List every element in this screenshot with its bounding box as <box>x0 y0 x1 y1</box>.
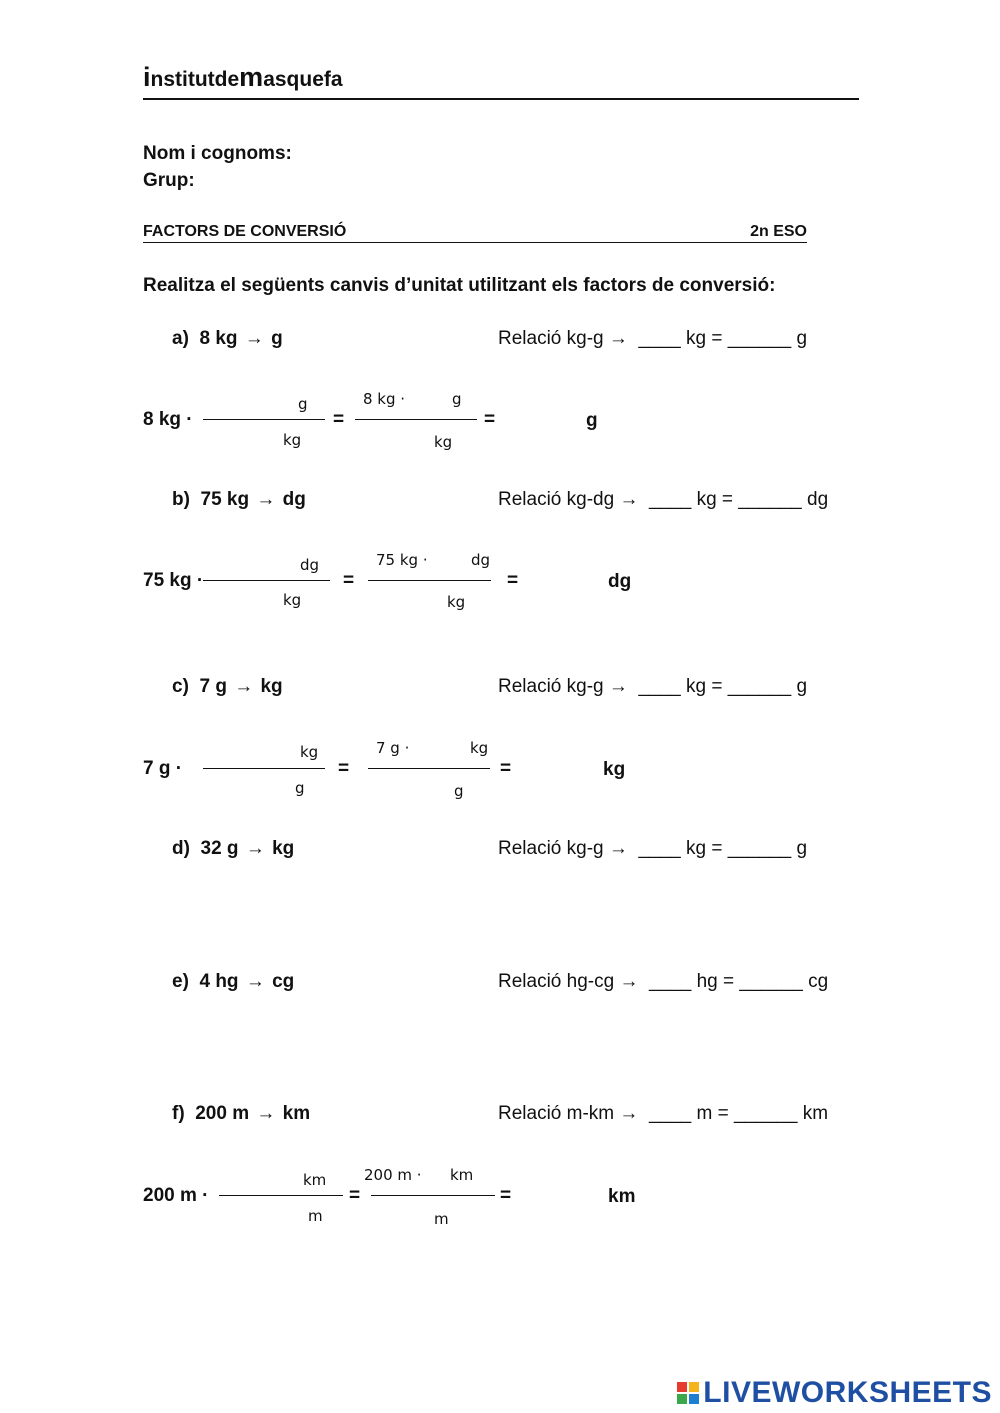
blank-input[interactable]: ______ <box>738 489 802 510</box>
blank-input[interactable]: ____ <box>638 838 681 859</box>
blank-input[interactable]: ______ <box>734 1103 798 1124</box>
name-label: Nom i cognoms: <box>143 143 292 164</box>
exercise-f-label: f) 200 m → km <box>172 1103 311 1124</box>
work-c-num2-value: 7 g · <box>376 739 410 757</box>
instructions: Realitza el següents canvis d’unitat utilitzant els factors de conversió: <box>143 275 776 296</box>
fraction-bar <box>371 1195 495 1196</box>
liveworksheets-brand <box>677 1376 992 1410</box>
work-c-result-unit: kg <box>603 759 626 780</box>
exercise-c-relation: Relació kg-g → ____ kg = ______ g <box>498 676 808 697</box>
blank-input[interactable]: ______ <box>727 328 792 349</box>
exercise-e-relation: Relació hg-cg → ____ hg = ______ cg <box>498 971 829 992</box>
work-b-num2-unit: dg <box>471 551 491 569</box>
exercise-d-label: d) 32 g → kg <box>172 838 295 859</box>
brand-text: LIVEWORKSHEETS <box>703 1376 992 1409</box>
exercise-f-relation: Relació m-km → ____ m = ______ km <box>498 1103 829 1124</box>
work-f-den[interactable]: m <box>308 1207 323 1225</box>
fraction-bar <box>203 419 325 420</box>
work-b-num2-value: 75 kg · <box>376 551 428 569</box>
blank-input[interactable]: ____ <box>638 328 681 349</box>
exercise-b-label: b) 75 kg → dg <box>172 489 306 510</box>
work-f-result-unit: km <box>608 1186 636 1207</box>
title-text: FACTORS DE CONVERSIÓ <box>143 223 347 240</box>
school-logo: institutdemasquefa <box>143 62 343 92</box>
course-level: 2n ESO <box>750 223 807 240</box>
exercise-c-label: c) 7 g → kg <box>172 676 283 697</box>
equals-sign: = <box>507 570 519 591</box>
exercise-a-label: a) 8 kg → g <box>172 328 283 349</box>
exercise-d-relation: Relació kg-g → ____ kg = ______ g <box>498 838 808 859</box>
liveworksheets-logo-icon <box>677 1382 699 1404</box>
fraction-bar <box>203 768 325 769</box>
work-f-num2-value: 200 m · <box>364 1166 422 1184</box>
work-b-num[interactable]: dg <box>300 556 320 574</box>
work-a-num2-unit: g <box>452 390 462 408</box>
equals-sign: = <box>484 409 496 430</box>
work-f-num2-unit: km <box>450 1166 474 1184</box>
fraction-bar <box>368 768 490 769</box>
work-a-num[interactable]: g <box>298 395 308 413</box>
equals-sign: = <box>343 570 355 591</box>
work-f-lhs: 200 m · <box>143 1185 209 1206</box>
work-a-den2: kg <box>434 433 453 451</box>
blank-input[interactable]: ____ <box>649 971 692 992</box>
work-c-lhs: 7 g · <box>143 758 183 779</box>
exercise-b-relation: Relació kg-dg → ____ kg = ______ dg <box>498 489 829 510</box>
exercise-e-label: e) 4 hg → cg <box>172 971 295 992</box>
fraction-bar <box>355 419 477 420</box>
work-a-den[interactable]: kg <box>283 431 302 449</box>
blank-input[interactable]: ____ <box>638 676 681 697</box>
header-divider <box>143 98 859 100</box>
equals-sign: = <box>338 758 350 779</box>
work-b-result-unit: dg <box>608 571 632 592</box>
work-f-num[interactable]: km <box>303 1171 327 1189</box>
exercise-a-relation: Relació kg-g → ____ kg = ______ g <box>498 328 808 349</box>
work-a-num2-value: 8 kg · <box>363 390 406 408</box>
fraction-bar <box>368 580 491 581</box>
fraction-bar <box>219 1195 343 1196</box>
work-b-lhs: 75 kg · <box>143 570 204 591</box>
blank-input[interactable]: ______ <box>739 971 803 992</box>
worksheet-title <box>143 223 807 243</box>
work-a-result-unit: g <box>586 410 598 431</box>
equals-sign: = <box>333 409 345 430</box>
blank-input[interactable]: ____ <box>648 1103 692 1124</box>
blank-input[interactable]: ______ <box>727 676 792 697</box>
work-f-den2: m <box>434 1210 449 1228</box>
group-label: Grup: <box>143 170 195 191</box>
work-b-den2: kg <box>447 593 466 611</box>
equals-sign: = <box>500 1185 512 1206</box>
work-a-lhs: 8 kg · <box>143 409 193 430</box>
blank-input[interactable]: ____ <box>649 489 692 510</box>
work-b-den[interactable]: kg <box>283 591 302 609</box>
equals-sign: = <box>500 758 512 779</box>
work-c-num2-unit: kg <box>470 739 489 757</box>
blank-input[interactable]: ______ <box>727 838 792 859</box>
work-c-num[interactable]: kg <box>300 743 319 761</box>
work-c-den2: g <box>454 782 464 800</box>
equals-sign: = <box>349 1185 361 1206</box>
work-c-den[interactable]: g <box>295 779 305 797</box>
fraction-bar <box>203 580 330 581</box>
